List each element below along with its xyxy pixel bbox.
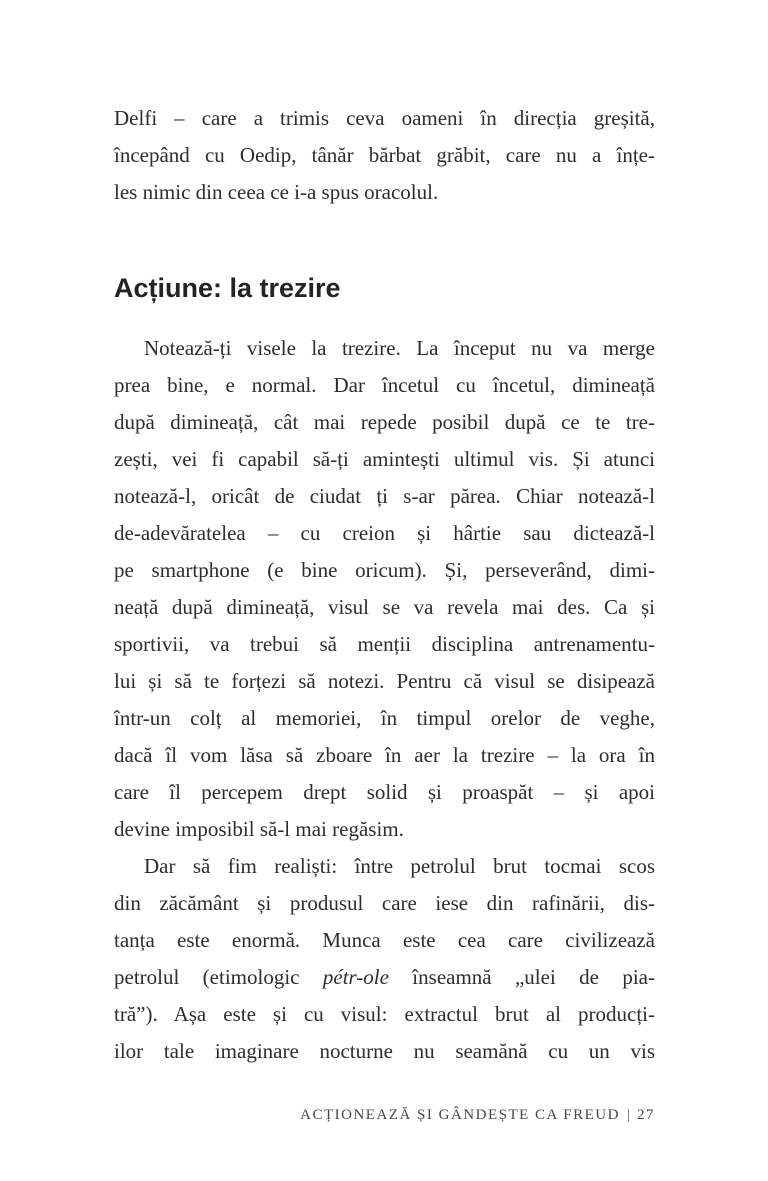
text-column bbox=[114, 100, 655, 1125]
text-line: tră”). Așa este și cu visul: extractul brut al producți- bbox=[114, 1002, 655, 1026]
running-footer bbox=[114, 1105, 655, 1125]
body-paragraph-2 bbox=[114, 848, 655, 1070]
text-line: zești, vei fi capabil să-ți amintești ultimul vis. Și atunci bbox=[114, 447, 655, 471]
footer-separator: | bbox=[626, 1107, 630, 1123]
text-segment: înseamnă „ulei de pia- bbox=[388, 965, 656, 989]
text-line: lui și să te forțezi să notezi. Pentru că visul se disipează bbox=[114, 669, 655, 693]
running-title: ACȚIONEAZĂ ȘI GÂNDEȘTE CA FREUD bbox=[300, 1107, 620, 1123]
text-line: devine imposibil să-l mai regăsim. bbox=[114, 817, 404, 841]
text-line: prea bine, e normal. Dar încetul cu încetul, dimineață bbox=[114, 373, 655, 397]
opening-paragraph bbox=[114, 100, 655, 211]
text-line: dacă îl vom lăsa să zboare în aer la trezire – la ora în bbox=[114, 743, 655, 767]
text-line: les nimic din ceea ce i-a spus oracolul. bbox=[114, 180, 439, 204]
text-line: neață după dimineață, visul se va revela mai des. Ca și bbox=[114, 595, 655, 619]
italic-term: pétr-ole bbox=[322, 965, 389, 989]
text-line: începând cu Oedip, tânăr bărbat grăbit, care nu a înțe- bbox=[114, 143, 655, 167]
text-line: Delfi – care a trimis ceva oameni în direcția greșită, bbox=[114, 106, 655, 130]
text-line: tanța este enormă. Munca este cea care civilizează bbox=[114, 928, 655, 952]
text-line: într-un colț al memoriei, în timpul orelor de veghe, bbox=[114, 706, 655, 730]
body-paragraph-1 bbox=[114, 330, 655, 848]
text-line: notează-l, oricât de ciudat ți s-ar părea. Chiar notează-l bbox=[114, 484, 655, 508]
text-line-with-italic bbox=[114, 959, 655, 996]
text-line: din zăcământ și produsul care iese din rafinării, dis- bbox=[114, 891, 655, 915]
text-line: Notează-ți visele la trezire. La început nu va merge bbox=[144, 336, 655, 360]
text-line: pe smartphone (e bine oricum). Și, perseverând, dimi- bbox=[114, 558, 655, 582]
text-line: sportivii, va trebui să menții disciplina antrenamentu- bbox=[114, 632, 655, 656]
text-line: care îl percepem drept solid și proaspăt – și apoi bbox=[114, 780, 655, 804]
text-line: Dar să fim realiști: între petrolul brut tocmai scos bbox=[144, 854, 655, 878]
text-segment: petrolul (etimologic bbox=[114, 965, 323, 989]
text-line: după dimineață, cât mai repede posibil după ce te tre- bbox=[114, 410, 655, 434]
page-number: 27 bbox=[637, 1107, 655, 1123]
text-line: ilor tale imaginare nocturne nu seamănă cu un vis bbox=[114, 1039, 655, 1063]
section-heading: Acțiune: la trezire bbox=[114, 273, 341, 303]
text-line: de-adevăratelea – cu creion și hârtie sau dictează-l bbox=[114, 521, 655, 545]
